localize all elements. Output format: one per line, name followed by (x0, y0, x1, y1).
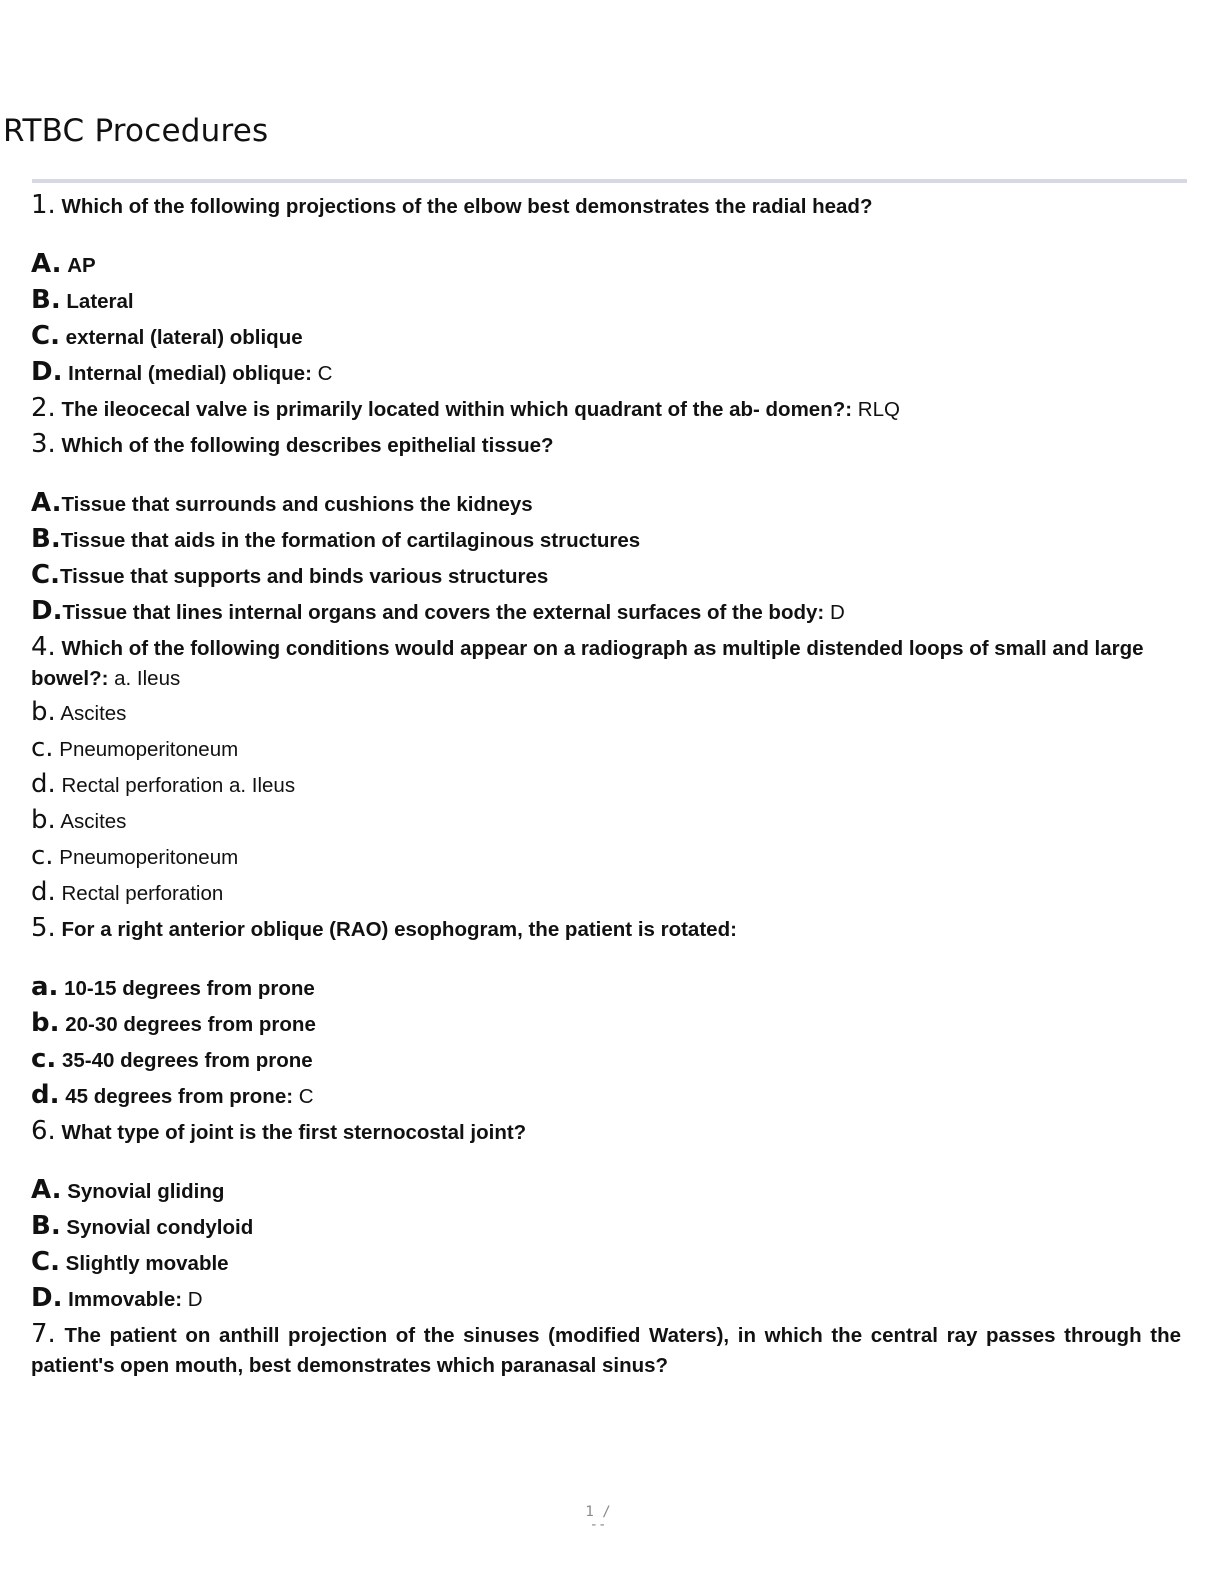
option-letter: D. (31, 1283, 63, 1313)
option-letter: D. (31, 596, 63, 626)
question-text: Which of the following projections of the elbow best demonstrates the radial head? (61, 195, 873, 218)
option-text: Rectal perforation (61, 882, 224, 905)
option-text: Pneumoperitoneum (59, 738, 239, 761)
answer-key: C (317, 362, 333, 385)
page-footer-dash: -- (589, 1517, 607, 1533)
question-text: For a right anterior oblique (RAO) esophogram, the patient is rotated: (61, 918, 737, 941)
option-letter: C. (31, 321, 60, 351)
option-text: Lateral (66, 290, 134, 313)
question-2 (31, 391, 1181, 427)
option-letter: B. (31, 524, 61, 554)
answer-key: RLQ (857, 398, 900, 421)
option-text: Ascites (60, 702, 127, 725)
question-3 (31, 427, 1181, 463)
option-letter: d. (31, 769, 56, 799)
option-text: Slightly movable (65, 1252, 229, 1275)
option-text: 45 degrees from prone: (65, 1085, 294, 1108)
option-text: Tissue that supports and binds various structures (59, 565, 549, 588)
option-text: 20-30 degrees from prone (65, 1013, 316, 1036)
question-number: 5. (31, 913, 56, 943)
option-4-line-1 (31, 695, 1181, 731)
option-6a (31, 1173, 1181, 1209)
option-letter: D. (31, 357, 63, 387)
option-letter: A. (31, 488, 62, 518)
option-1b (31, 283, 1181, 319)
question-number: 2. (31, 393, 56, 423)
question-1 (31, 188, 1181, 224)
option-1c (31, 319, 1181, 355)
option-text: Tissue that aids in the formation of cartilaginous structures (60, 529, 641, 552)
question-text: What type of joint is the first sternocostal joint? (61, 1121, 527, 1144)
option-letter: C. (31, 560, 60, 590)
option-letter: c. (31, 841, 54, 871)
answer-key: D (187, 1288, 203, 1311)
question-6 (31, 1114, 1181, 1150)
option-1d (31, 355, 1181, 391)
option-text: Tissue that lines internal organs and covers the external surfaces of the body: (62, 601, 825, 624)
option-letter: c. (31, 1044, 57, 1074)
option-4-line-2 (31, 731, 1181, 767)
option-text: Immovable: (68, 1288, 183, 1311)
option-5b (31, 1006, 1181, 1042)
option-letter: c. (31, 733, 54, 763)
option-5d (31, 1078, 1181, 1114)
option-1a (31, 247, 1181, 283)
option-letter: a. (31, 972, 59, 1002)
option-text: Ascites (60, 810, 127, 833)
question-number: 4. (31, 632, 56, 662)
question-7 (31, 1320, 1181, 1380)
document-title: RTBC Procedures (3, 113, 269, 149)
option-3b (31, 522, 1181, 558)
question-list (31, 188, 1181, 1382)
option-letter: b. (31, 1008, 60, 1038)
option-letter: B. (31, 285, 61, 315)
option-text: Internal (medial) oblique: (68, 362, 312, 385)
option-letter: A. (31, 1175, 62, 1205)
question-5 (31, 911, 1181, 947)
option-text: 35-40 degrees from prone (62, 1049, 313, 1072)
page-footer (584, 1504, 612, 1533)
option-4-line-4 (31, 803, 1181, 839)
answer-key: D (829, 601, 845, 624)
answer-key: C (298, 1085, 314, 1108)
question-text: The ileocecal valve is primarily located within which quadrant of the ab- domen?: (61, 398, 853, 421)
option-letter: d. (31, 877, 56, 907)
option-3a (31, 486, 1181, 522)
option-5c (31, 1042, 1181, 1078)
question-text: Which of the following conditions would appear on a radiograph as multiple distended loops of small and large bowel?: (31, 637, 1144, 690)
option-text: 10-15 degrees from prone (64, 977, 315, 1000)
option-text: external (lateral) oblique (65, 326, 303, 349)
option-3c (31, 558, 1181, 594)
option-letter: b. (31, 697, 56, 727)
option-4-line-6 (31, 875, 1181, 911)
question-number: 7. (31, 1319, 56, 1349)
title-divider (32, 179, 1187, 183)
option-letter: d. (31, 1080, 60, 1110)
question-text: The patient on anthill projection of the sinuses (modified Waters), in which the central ray passes through the patient's open mouth, best demonstrates which paranasal sinus? (31, 1324, 1181, 1377)
option-text: Rectal perforation a. Ileus (61, 774, 296, 797)
option-3d (31, 594, 1181, 630)
option-6b (31, 1209, 1181, 1245)
option-4-line-5 (31, 839, 1181, 875)
option-letter: A. (31, 249, 62, 279)
option-5a (31, 970, 1181, 1006)
option-letter: B. (31, 1211, 61, 1241)
option-letter: b. (31, 805, 56, 835)
question-number: 3. (31, 429, 56, 459)
question-4 (31, 633, 1181, 693)
option-4-line-3 (31, 767, 1181, 803)
question-number: 6. (31, 1116, 56, 1146)
option-6c (31, 1245, 1181, 1281)
question-number: 1. (31, 190, 56, 220)
option-text: Synovial condyloid (66, 1216, 254, 1239)
option-6d (31, 1281, 1181, 1317)
option-text: Pneumoperitoneum (59, 846, 239, 869)
option-text: Synovial gliding (67, 1180, 225, 1203)
option-text: Tissue that surrounds and cushions the kidneys (61, 493, 533, 516)
question-text: Which of the following describes epithelial tissue? (61, 434, 554, 457)
answer-key: a. Ileus (114, 666, 181, 690)
option-letter: C. (31, 1247, 60, 1277)
page-number: 1 / (585, 1504, 611, 1520)
option-text: AP (67, 254, 96, 277)
